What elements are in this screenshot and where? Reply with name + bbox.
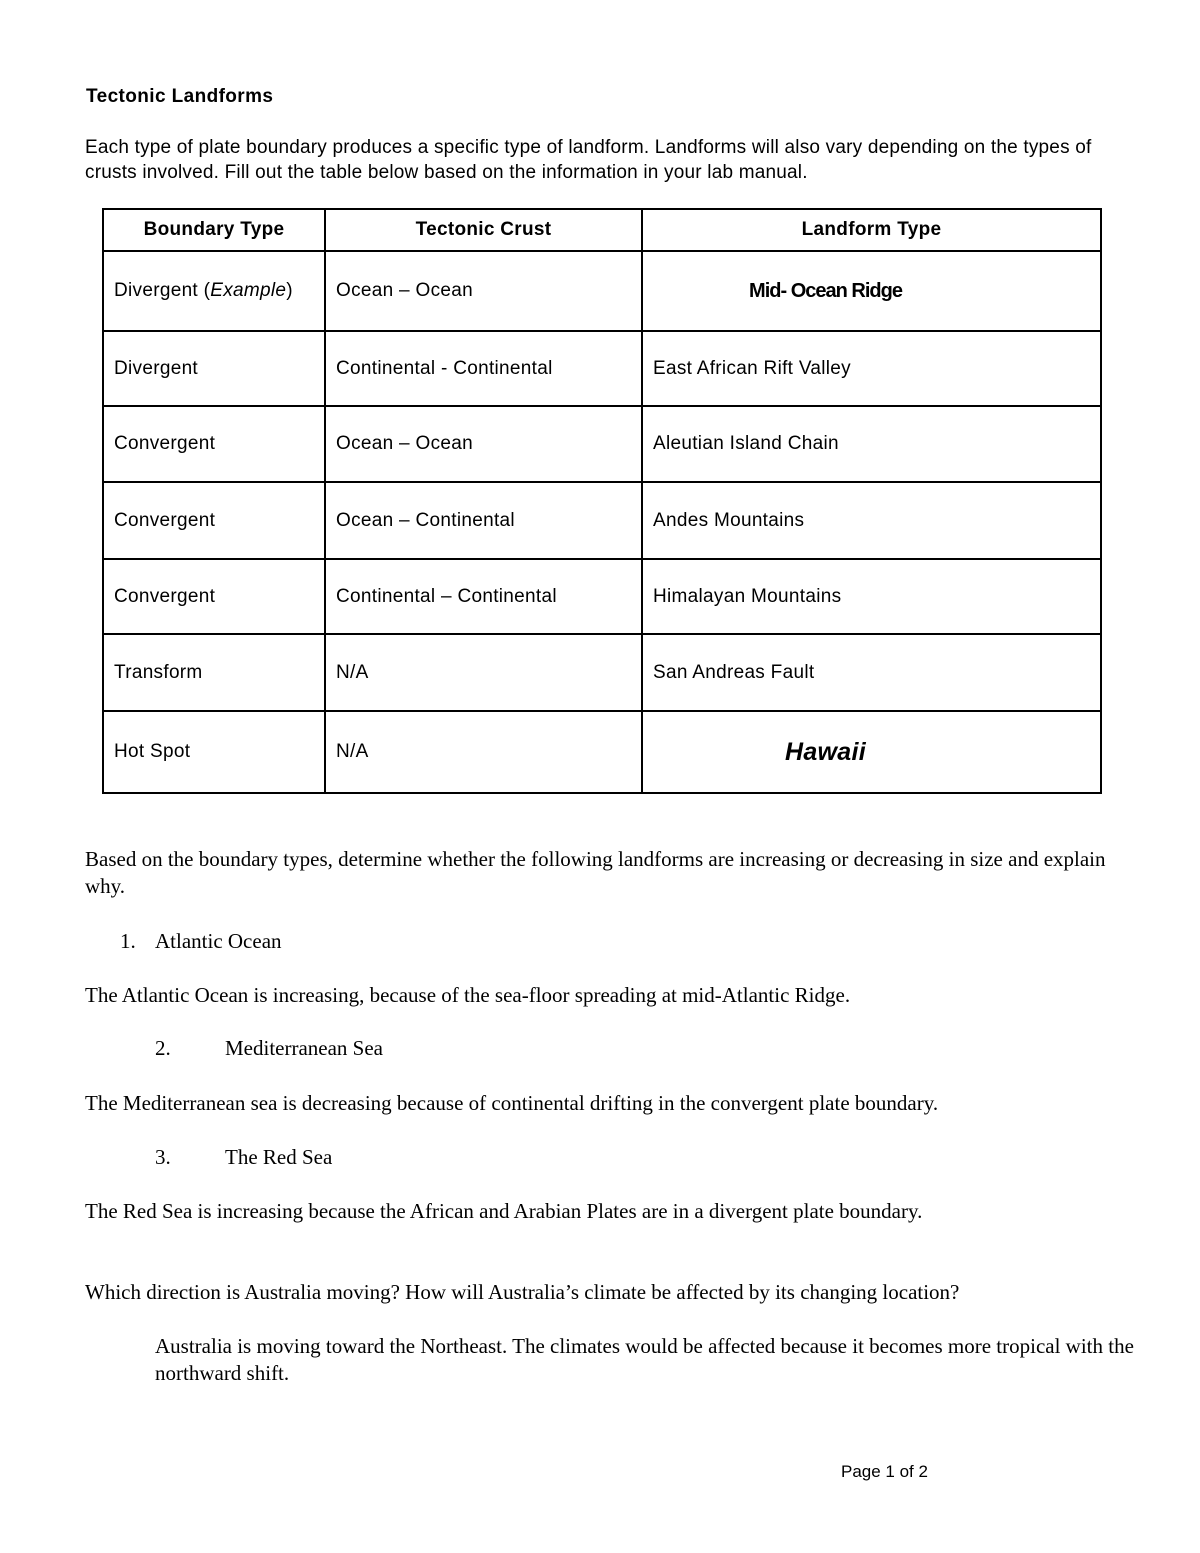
cell-landform: Andes Mountains (642, 482, 1101, 559)
question-prompt: Based on the boundary types, determine whether the following landforms are increasing or decreasing in size and explain why. (85, 847, 1106, 898)
cell-boundary: Convergent (103, 482, 325, 559)
cell-boundary-suffix: ) (286, 280, 293, 301)
table-row-last (103, 711, 1101, 793)
cell-crust: N/A (325, 634, 642, 711)
cell-boundary: Convergent (103, 406, 325, 482)
table-row-example (103, 251, 1101, 331)
table-row (103, 406, 1101, 482)
question-number-3: 3. (155, 1145, 171, 1169)
cell-boundary: Hot Spot (103, 711, 325, 793)
cell-crust: Continental – Continental (325, 559, 642, 634)
question-number-2: 2. (155, 1036, 171, 1060)
header-boundary-type: Boundary Type (103, 209, 325, 251)
cell-crust: Ocean – Ocean (325, 406, 642, 482)
intro-paragraph: Each type of plate boundary produces a specific type of landform. Landforms will also vary depending on the types of crusts involved. Fill out the table below based on the information in your lab manual. (85, 137, 1092, 183)
landform-table (102, 208, 1102, 794)
handwritten-answer: Mid- Ocean Ridge (749, 279, 902, 302)
page-number: Page 1 of 2 (841, 1462, 928, 1481)
australia-question: Which direction is Australia moving? How will Australia’s climate be affected by its changing location? (85, 1280, 960, 1304)
landform-answer-hawaii: Hawaii (785, 737, 866, 766)
table-header-row (103, 209, 1101, 251)
page-title: Tectonic Landforms (86, 86, 274, 107)
cell-landform: Himalayan Mountains (642, 559, 1101, 634)
answer-1: The Atlantic Ocean is increasing, because of the sea-floor spreading at mid-Atlantic Ridge. (85, 983, 851, 1007)
question-number-1: 1. (120, 929, 136, 953)
cell-boundary: Divergent (103, 331, 325, 406)
cell-boundary: Convergent (103, 559, 325, 634)
question-label-1: Atlantic Ocean (155, 929, 282, 953)
answer-3: The Red Sea is increasing because the African and Arabian Plates are in a divergent plate boundary. (85, 1199, 923, 1223)
header-tectonic-crust: Tectonic Crust (325, 209, 642, 251)
table-row (103, 559, 1101, 634)
question-label-3: The Red Sea (225, 1145, 333, 1169)
cell-landform: San Andreas Fault (642, 634, 1101, 711)
header-landform-type: Landform Type (642, 209, 1101, 251)
cell-landform (642, 711, 1101, 793)
cell-boundary: Transform (103, 634, 325, 711)
cell-crust: N/A (325, 711, 642, 793)
australia-answer: Australia is moving toward the Northeast. The climates would be affected because it becomes more tropical with the northward shift. (155, 1334, 1134, 1385)
question-label-2: Mediterranean Sea (225, 1036, 384, 1060)
table-row (103, 482, 1101, 559)
cell-crust: Continental - Continental (325, 331, 642, 406)
cell-landform: Aleutian Island Chain (642, 406, 1101, 482)
cell-boundary (103, 251, 325, 331)
table-row (103, 634, 1101, 711)
table-row (103, 331, 1101, 406)
cell-boundary-prefix: Divergent ( (114, 280, 211, 301)
cell-crust: Ocean – Ocean (325, 251, 642, 331)
answer-2: The Mediterranean sea is decreasing because of continental drifting in the convergent plate boundary. (85, 1091, 939, 1115)
cell-landform: East African Rift Valley (642, 331, 1101, 406)
cell-boundary-italic: Example (210, 280, 287, 301)
cell-crust: Ocean – Continental (325, 482, 642, 559)
cell-landform (642, 251, 1101, 331)
